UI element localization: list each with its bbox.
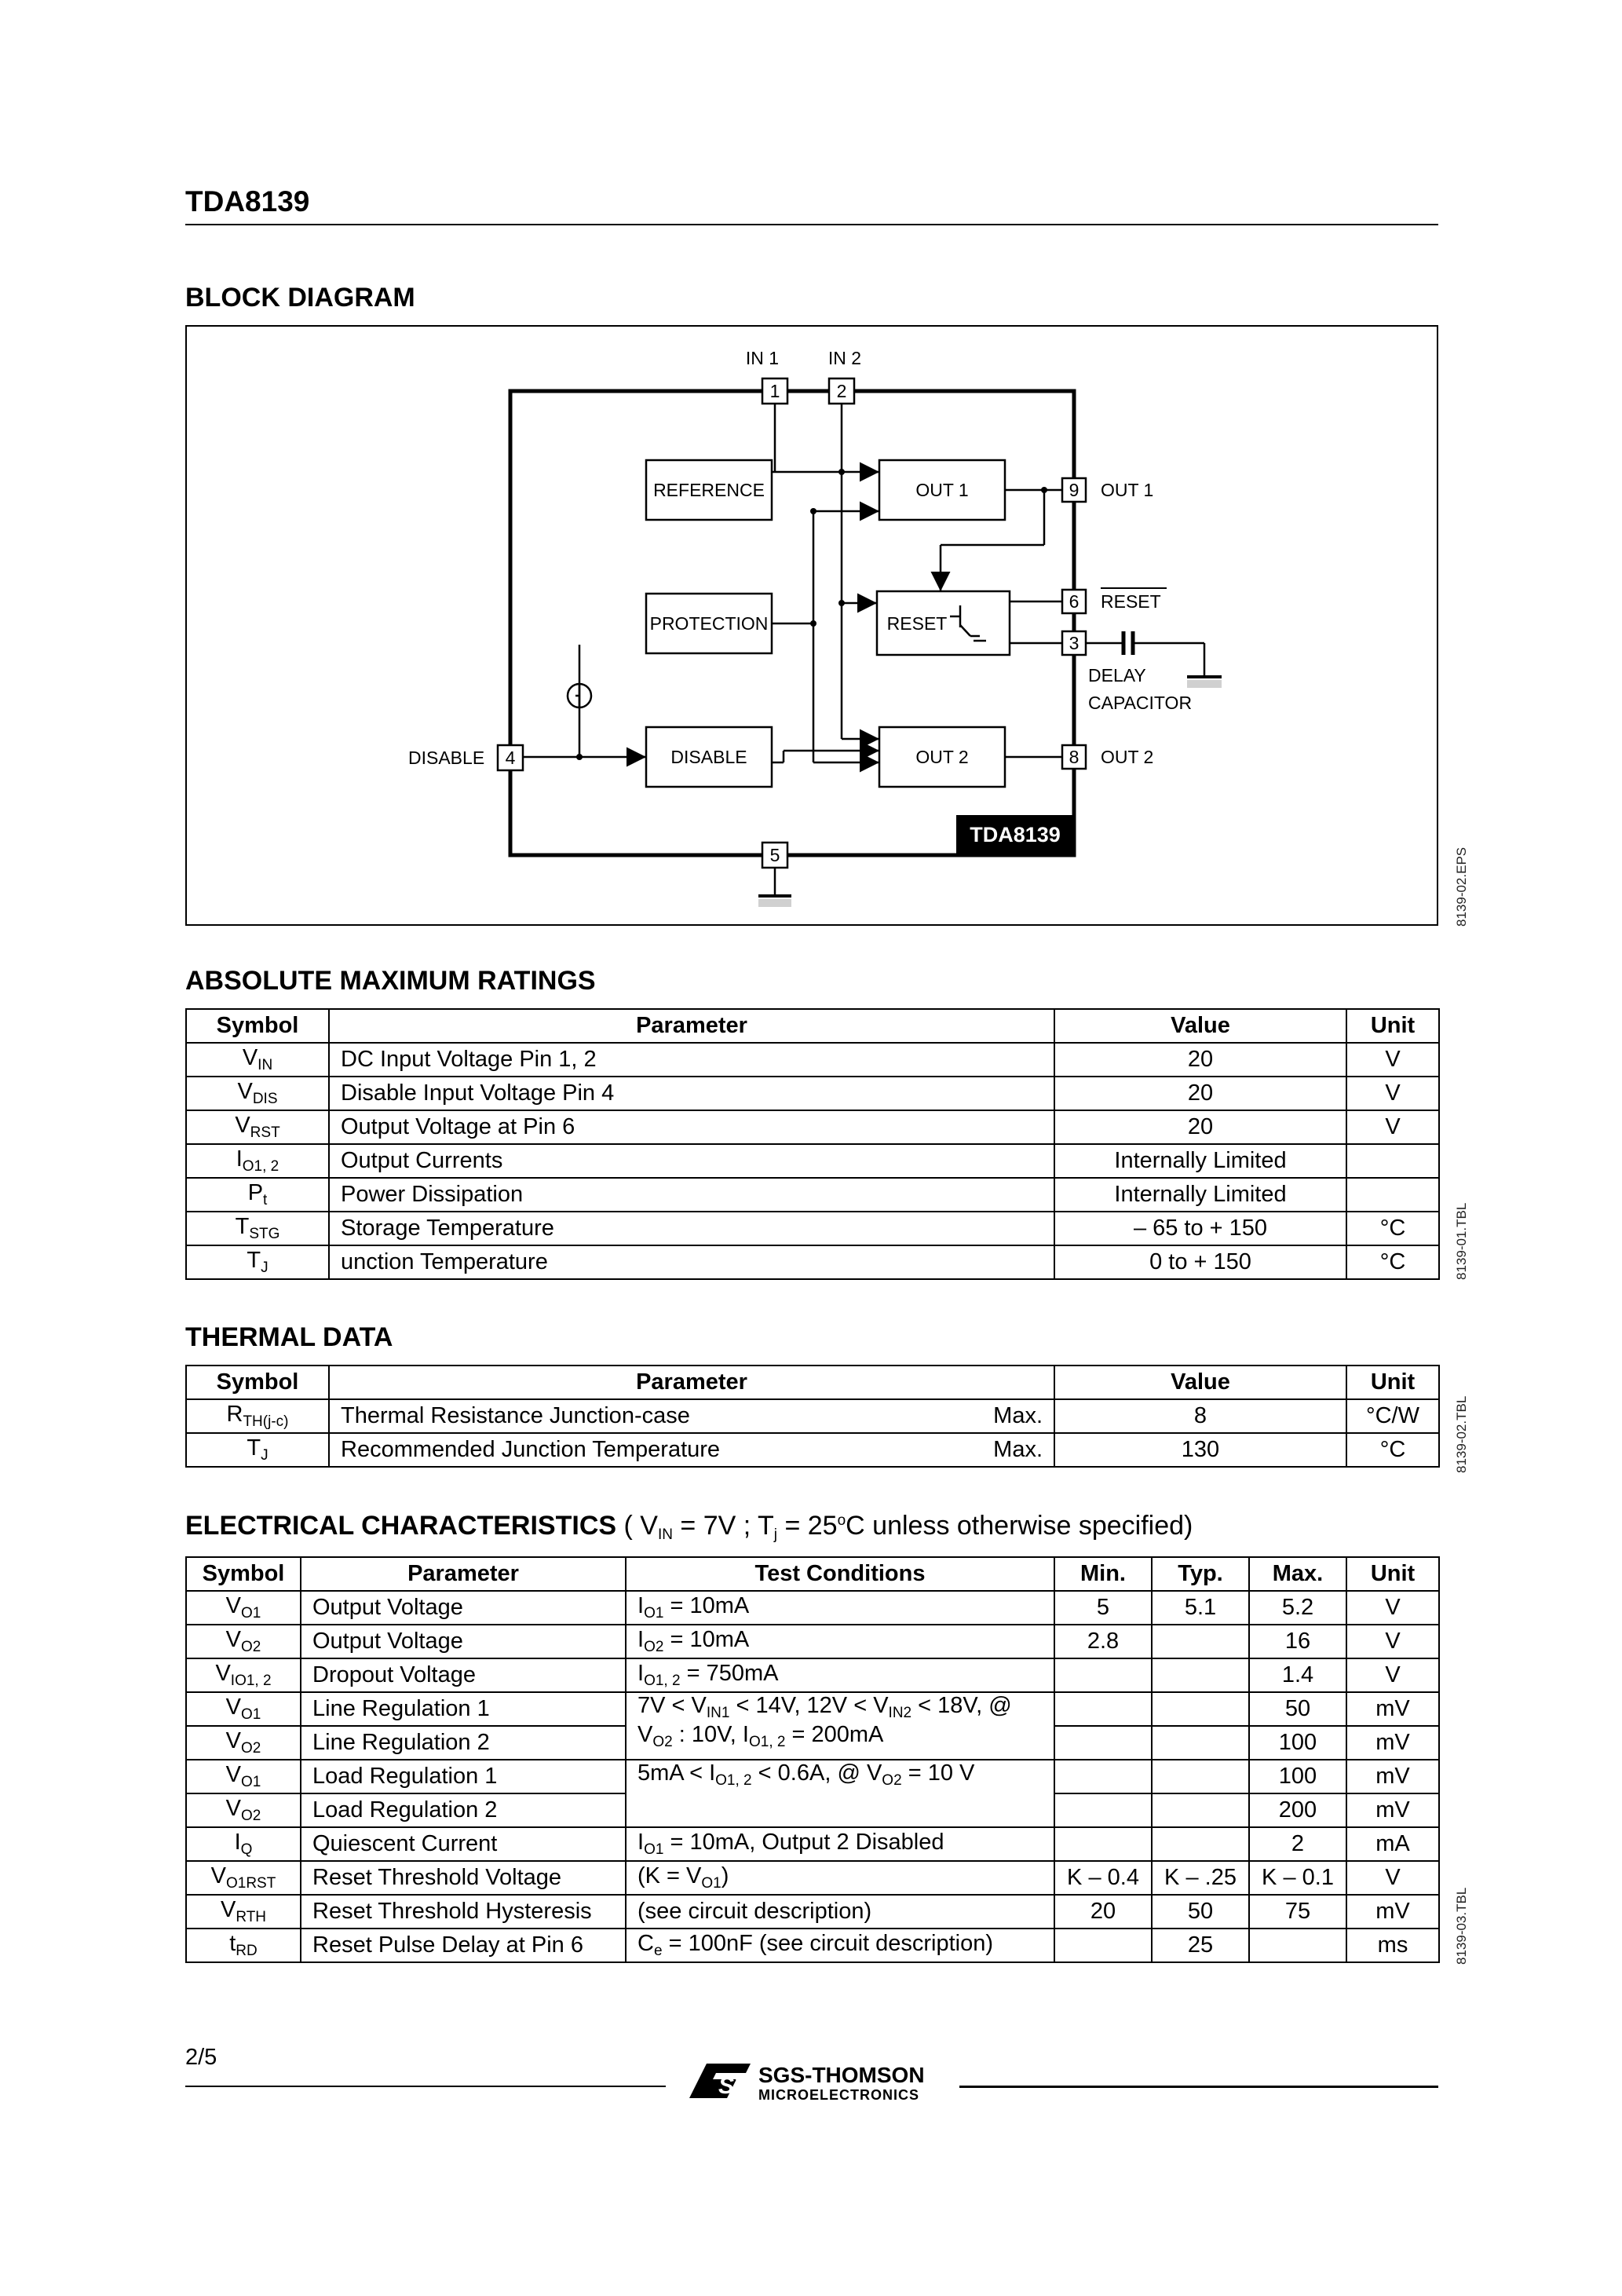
symbol-cell: $V_{O1RST}$ <box>186 1861 301 1895</box>
test-condition-cell: $(K = V_{O1})$ <box>626 1861 1054 1895</box>
disable-pin-label: DISABLE <box>408 748 485 768</box>
table-row <box>186 1895 1439 1929</box>
parameter-cell: Output Voltage <box>301 1591 626 1625</box>
pin-4-number: 4 <box>505 748 516 768</box>
parameter-cell: Dropout Voltage <box>301 1658 626 1692</box>
abs-max-side-ref: 8139-01.TBL <box>1454 1202 1469 1280</box>
electrical-table <box>185 1556 1440 1963</box>
parameter-cell: Quiescent Current <box>301 1827 626 1861</box>
col-min: Min. <box>1054 1557 1152 1591</box>
parameter-cell: DC Input Voltage Pin 1, 2 <box>329 1043 1054 1077</box>
parameter-cell: Output Currents <box>329 1144 1054 1178</box>
thermal-heading: THERMAL DATA <box>185 1322 393 1352</box>
parameter-cell: Load Regulation 2 <box>301 1793 626 1827</box>
value-cell: 20 <box>1054 1043 1346 1077</box>
parameter-cell: Reset Pulse Delay at Pin 6 <box>301 1929 626 1962</box>
unit-cell: mA <box>1346 1827 1439 1861</box>
max-cell: 100 <box>1249 1726 1346 1760</box>
col-value: Value <box>1054 1009 1346 1043</box>
min-cell <box>1054 1793 1152 1827</box>
table-row <box>186 1760 1439 1793</box>
value-cell: Internally Limited <box>1054 1144 1346 1178</box>
parameter-cell: Output Voltage at Pin 6 <box>329 1110 1054 1144</box>
symbol-cell: $V_{IO1, 2}$ <box>186 1658 301 1692</box>
typ-cell <box>1152 1726 1249 1760</box>
test-condition-cell: $I_{O2} = 10mA$ <box>626 1625 1054 1658</box>
min-cell: 2.8 <box>1054 1625 1152 1658</box>
unit-cell: V <box>1346 1861 1439 1895</box>
reset-pin-label: RESET <box>1101 591 1161 612</box>
parameter-cell: Power Dissipation <box>329 1178 1054 1212</box>
symbol-cell: $V_{O2}$ <box>186 1625 301 1658</box>
unit-cell <box>1346 1144 1439 1178</box>
min-cell <box>1054 1692 1152 1726</box>
unit-cell: V <box>1346 1110 1439 1144</box>
electrical-title: ELECTRICAL CHARACTERISTICS <box>185 1511 617 1541</box>
test-condition-cell: $7V < V_{IN1} < 14V$, $12V < V_{IN2} < 18V$, @ $V_{O2}$ : 10V, $I_{O1, 2} = 200mA$ <box>626 1692 1054 1760</box>
min-cell <box>1054 1658 1152 1692</box>
table-row <box>186 1399 1439 1433</box>
disable-block-label: DISABLE <box>670 747 747 767</box>
value-cell: 20 <box>1054 1077 1346 1110</box>
parameter-cell: Output Voltage <box>301 1625 626 1658</box>
test-condition-cell: $5mA < I_{O1, 2} < 0.6A$, @ $V_{O2} = 10$ V <box>626 1760 1054 1827</box>
parameter-cell: unction Temperature <box>329 1245 1054 1279</box>
col-typ: Typ. <box>1152 1557 1249 1591</box>
table-row <box>186 1692 1439 1726</box>
pin-2-number: 2 <box>836 381 847 401</box>
parameter-cell: Disable Input Voltage Pin 4 <box>329 1077 1054 1110</box>
unit-cell: mV <box>1346 1692 1439 1726</box>
out1-block-label: OUT 1 <box>915 480 969 500</box>
symbol-cell: $V_{O1}$ <box>186 1760 301 1793</box>
pin-9-number: 9 <box>1069 480 1080 500</box>
parameter-cell: Line Regulation 2 <box>301 1726 626 1760</box>
header-rule <box>185 224 1438 225</box>
symbol-cell: $T_J$ <box>186 1433 329 1467</box>
thermal-side-ref: 8139-02.TBL <box>1454 1395 1469 1473</box>
min-cell <box>1054 1929 1152 1962</box>
symbol-cell: $V_{IN}$ <box>186 1043 329 1077</box>
abs-max-heading: ABSOLUTE MAXIMUM RATINGS <box>185 966 596 996</box>
reference-label: REFERENCE <box>653 480 765 500</box>
max-cell: 75 <box>1249 1895 1346 1929</box>
table-row <box>186 1043 1439 1077</box>
symbol-cell: $I_{O1, 2}$ <box>186 1144 329 1178</box>
table-row <box>186 1591 1439 1625</box>
table-row <box>186 1827 1439 1861</box>
symbol-cell: $V_{DIS}$ <box>186 1077 329 1110</box>
typ-cell <box>1152 1793 1249 1827</box>
table-row <box>186 1658 1439 1692</box>
test-condition-cell: $I_{O1, 2} = 750mA$ <box>626 1658 1054 1692</box>
min-cell: 20 <box>1054 1895 1152 1929</box>
table-row <box>186 1929 1439 1962</box>
typ-cell: 25 <box>1152 1929 1249 1962</box>
pin-3-number: 3 <box>1069 633 1080 653</box>
unit-cell: °C <box>1346 1245 1439 1279</box>
max-cell <box>1249 1929 1346 1962</box>
table-row <box>186 1110 1439 1144</box>
abs-max-table <box>185 1008 1440 1280</box>
col-symbol: Symbol <box>186 1366 329 1399</box>
document-title: TDA8139 <box>185 185 310 218</box>
symbol-cell: $t_{RD}$ <box>186 1929 301 1962</box>
footer-rule-left <box>185 2086 666 2087</box>
symbol-cell: $V_{O1}$ <box>186 1692 301 1726</box>
unit-cell: mV <box>1346 1895 1439 1929</box>
symbol-cell: $P_t$ <box>186 1178 329 1212</box>
company-logo <box>681 2059 948 2106</box>
value-cell: – 65 to + 150 <box>1054 1212 1346 1245</box>
value-cell: 8 <box>1054 1399 1346 1433</box>
max-cell: 100 <box>1249 1760 1346 1793</box>
value-cell: 20 <box>1054 1110 1346 1144</box>
brand-top: SGS-THOMSON <box>758 2063 925 2087</box>
table-row <box>186 1144 1439 1178</box>
max-cell: 2 <box>1249 1827 1346 1861</box>
parameter-cell: Line Regulation 1 <box>301 1692 626 1726</box>
symbol-cell: $V_{O2}$ <box>186 1726 301 1760</box>
typ-cell: K – .25 <box>1152 1861 1249 1895</box>
out2-block-label: OUT 2 <box>915 747 969 767</box>
parameter-cell: Recommended Junction Temperature Max. <box>329 1433 1054 1467</box>
table-row <box>186 1625 1439 1658</box>
electrical-heading <box>185 1511 1193 1544</box>
table-row <box>186 1245 1439 1279</box>
unit-cell: °C <box>1346 1433 1439 1467</box>
typ-cell <box>1152 1658 1249 1692</box>
col-value: Value <box>1054 1366 1346 1399</box>
table-row <box>186 1433 1439 1467</box>
unit-cell: °C/W <box>1346 1399 1439 1433</box>
chip-label: TDA8139 <box>970 823 1061 846</box>
table-row <box>186 1077 1439 1110</box>
diagram-side-ref: 8139-02.EPS <box>1454 846 1469 927</box>
parameter-cell: Reset Threshold Voltage <box>301 1861 626 1895</box>
parameter-cell: Reset Threshold Hysteresis <box>301 1895 626 1929</box>
symbol-cell: $V_{RTH}$ <box>186 1895 301 1929</box>
value-cell: Internally Limited <box>1054 1178 1346 1212</box>
max-cell: 16 <box>1249 1625 1346 1658</box>
typ-cell: 50 <box>1152 1895 1249 1929</box>
max-cell: 1.4 <box>1249 1658 1346 1692</box>
unit-cell: V <box>1346 1591 1439 1625</box>
test-condition-cell: $I_{O1} = 10mA$ <box>626 1591 1054 1625</box>
block-diagram-heading: BLOCK DIAGRAM <box>185 283 415 313</box>
pin-5-number: 5 <box>769 845 780 865</box>
logo-mark: ST <box>718 2073 749 2099</box>
symbol-cell: $T_{STG}$ <box>186 1212 329 1245</box>
test-condition-cell: $I_{O1} = 10mA$, Output 2 Disabled <box>626 1827 1054 1861</box>
min-cell <box>1054 1827 1152 1861</box>
capacitor-label: CAPACITOR <box>1088 693 1193 713</box>
table-row <box>186 1178 1439 1212</box>
symbol-cell: $V_{O1}$ <box>186 1591 301 1625</box>
value-cell: 130 <box>1054 1433 1346 1467</box>
col-parameter: Parameter <box>329 1366 1054 1399</box>
block-diagram <box>185 325 1438 926</box>
col-symbol: Symbol <box>186 1557 301 1591</box>
symbol-cell: $V_{RST}$ <box>186 1110 329 1144</box>
unit-cell <box>1346 1178 1439 1212</box>
out1-pin-label: OUT 1 <box>1101 480 1154 500</box>
typ-cell <box>1152 1625 1249 1658</box>
max-cell: K – 0.1 <box>1249 1861 1346 1895</box>
block-diagram-svg <box>187 327 1440 927</box>
reset-block-label: RESET <box>886 613 948 634</box>
parameter-cell: Storage Temperature <box>329 1212 1054 1245</box>
col-parameter: Parameter <box>301 1557 626 1591</box>
in1-label: IN 1 <box>745 348 780 368</box>
table-row <box>186 1861 1439 1895</box>
typ-cell: 5.1 <box>1152 1591 1249 1625</box>
value-cell: 0 to + 150 <box>1054 1245 1346 1279</box>
min-cell: 5 <box>1054 1591 1152 1625</box>
max-cell: 50 <box>1249 1692 1346 1726</box>
typ-cell <box>1152 1760 1249 1793</box>
unit-cell: V <box>1346 1043 1439 1077</box>
test-condition-cell: $C_e = 100nF$ (see circuit description) <box>626 1929 1054 1962</box>
max-cell: 200 <box>1249 1793 1346 1827</box>
pin-8-number: 8 <box>1069 747 1080 767</box>
unit-cell: °C <box>1346 1212 1439 1245</box>
symbol-cell: $R_{TH(j-c)}$ <box>186 1399 329 1433</box>
unit-cell: mV <box>1346 1793 1439 1827</box>
symbol-cell: $I_Q$ <box>186 1827 301 1861</box>
page-number: 2/5 <box>185 2045 217 2070</box>
delay-label: DELAY <box>1088 665 1146 686</box>
thermal-table <box>185 1365 1440 1468</box>
electrical-conditions: ( $V_{IN} = 7V$ ; $T_j = 25^oC$ unless otherwise specified) <box>623 1511 1193 1543</box>
symbol-cell: $T_J$ <box>186 1245 329 1279</box>
typ-cell <box>1152 1827 1249 1861</box>
parameter-cell: Load Regulation 1 <box>301 1760 626 1793</box>
parameter-cell: Thermal Resistance Junction-case Max. <box>329 1399 1054 1433</box>
brand-bottom: MICROELECTRONICS <box>758 2087 919 2103</box>
unit-cell: mV <box>1346 1726 1439 1760</box>
col-unit: Unit <box>1346 1009 1439 1043</box>
col-unit: Unit <box>1346 1366 1439 1399</box>
unit-cell: V <box>1346 1077 1439 1110</box>
protection-label: PROTECTION <box>649 613 769 634</box>
footer-rule-right <box>959 2086 1438 2088</box>
unit-cell: ms <box>1346 1929 1439 1962</box>
max-cell: 5.2 <box>1249 1591 1346 1625</box>
test-condition-cell: (see circuit description) <box>626 1895 1054 1929</box>
table-row <box>186 1212 1439 1245</box>
min-cell <box>1054 1726 1152 1760</box>
col-parameter: Parameter <box>329 1009 1054 1043</box>
st-logo-icon <box>681 2059 948 2106</box>
out2-pin-label: OUT 2 <box>1101 747 1154 767</box>
symbol-cell: $V_{O2}$ <box>186 1793 301 1827</box>
unit-cell: V <box>1346 1625 1439 1658</box>
in2-label: IN 2 <box>827 348 862 368</box>
col-symbol: Symbol <box>186 1009 329 1043</box>
typ-cell <box>1152 1692 1249 1726</box>
min-cell <box>1054 1760 1152 1793</box>
col-unit: Unit <box>1346 1557 1439 1591</box>
min-cell: K – 0.4 <box>1054 1861 1152 1895</box>
pin-6-number: 6 <box>1069 591 1080 612</box>
electrical-side-ref: 8139-03.TBL <box>1454 1887 1469 1965</box>
col-max: Max. <box>1249 1557 1346 1591</box>
unit-cell: V <box>1346 1658 1439 1692</box>
pin-1-number: 1 <box>769 381 780 401</box>
col-test-conditions: Test Conditions <box>626 1557 1054 1591</box>
unit-cell: mV <box>1346 1760 1439 1793</box>
